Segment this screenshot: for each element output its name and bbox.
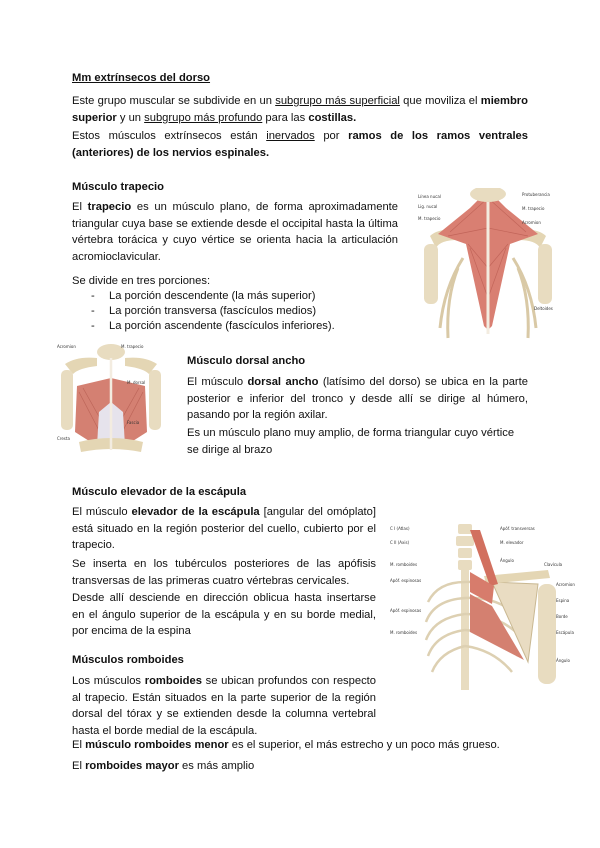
intro-p1-profundo: subgrupo más profundo bbox=[144, 111, 263, 124]
svg-text:M. trapecio: M. trapecio bbox=[522, 206, 545, 211]
romboides-p2-b: músculo romboides menor bbox=[85, 739, 229, 751]
intro-paragraph-1 bbox=[72, 93, 528, 126]
trapecio-p1-c: es un músculo plano, de forma aproximadamente triangular cuya base se extiende desde el occipital hasta la última vértebra torácica y cuyo vértice se orienta hacia la articulación acromioclavicular. bbox=[72, 201, 398, 263]
romboides-title: Músculos romboides bbox=[72, 654, 184, 666]
list-item: - La porción ascendente (fascículos inferiores). bbox=[91, 319, 391, 334]
intro-p2-ramos: ramos de los ramos ventrales (anteriores) de los nervios espinales. bbox=[72, 130, 528, 159]
intro-p1-e: y un bbox=[116, 111, 145, 124]
dorsal-paragraph-2: Es un músculo plano muy amplio, de forma triangular cuyo vértice se dirige al brazo bbox=[187, 427, 515, 456]
intro-p1-g: para las bbox=[262, 111, 309, 124]
romboides-paragraph-1 bbox=[72, 673, 376, 739]
svg-text:M. trapecio: M. trapecio bbox=[121, 344, 144, 349]
elevador-paragraph-3: Desde allí desciende en dirección oblicua hasta insertarse en el ángulo superior de la escápula y en su borde medial, por encima de la espina bbox=[72, 592, 376, 637]
elevador-paragraph-2: Se inserta en los tubérculos posteriores de las apófisis transversas de las primeras cuatro vértebras cervicales. bbox=[72, 558, 376, 587]
intro-paragraph-2 bbox=[72, 128, 528, 161]
list-item: - La porción transversa (fascículos medios) bbox=[91, 304, 391, 319]
section-title: Mm extrínsecos del dorso bbox=[72, 72, 211, 84]
elevador-p1-b: elevador de la escápula bbox=[131, 506, 260, 518]
elevador-p1-a: El músculo bbox=[72, 506, 132, 518]
svg-text:Fascia: Fascia bbox=[127, 420, 140, 425]
svg-text:Espina: Espina bbox=[556, 598, 570, 603]
intro-p2-inervados: inervados bbox=[266, 130, 315, 142]
trapecio-anatomy-figure bbox=[418, 188, 558, 340]
svg-text:C II (Axis): C II (Axis) bbox=[390, 540, 410, 545]
svg-text:Acromion: Acromion bbox=[522, 220, 541, 225]
dorsal-ancho-anatomy-figure bbox=[55, 342, 167, 454]
dorsal-p1-a: El músculo bbox=[187, 376, 248, 388]
svg-text:M. elevador: M. elevador bbox=[500, 540, 524, 545]
svg-text:Escápula: Escápula bbox=[556, 630, 574, 635]
elevador-romboides-anatomy-figure bbox=[388, 522, 578, 692]
svg-text:Deltoides: Deltoides bbox=[534, 306, 553, 311]
intro-p2-a: Estos músculos extrínsecos están bbox=[72, 130, 267, 142]
romboides-p1-c: se ubican profundos con respecto al trapecio. Están situados en la parte superior de la región dorsal del tórax y se extienden desde la columna vertebral hasta el borde medial de la escápula. bbox=[72, 675, 377, 737]
svg-text:Protuberancia: Protuberancia bbox=[522, 192, 550, 197]
svg-text:M. romboides: M. romboides bbox=[390, 562, 418, 567]
svg-text:Ángulo: Ángulo bbox=[556, 658, 570, 663]
romboides-p1-b: romboides bbox=[144, 675, 202, 687]
svg-text:M. romboides: M. romboides bbox=[390, 630, 418, 635]
elevador-paragraph-1 bbox=[72, 504, 376, 554]
svg-text:Acromion: Acromion bbox=[556, 582, 575, 587]
romboides-p3-a: El bbox=[72, 760, 86, 772]
romboides-p2-c: es el superior, el más estrecho y un poco más grueso. bbox=[228, 739, 500, 751]
svg-text:Acromion: Acromion bbox=[57, 344, 76, 349]
dorsal-p1-b: dorsal ancho bbox=[247, 376, 319, 388]
svg-text:Ángulo: Ángulo bbox=[500, 558, 514, 563]
svg-text:Borde: Borde bbox=[556, 614, 568, 619]
svg-text:Clavícula: Clavícula bbox=[544, 562, 563, 567]
intro-p1-miembro-superior: miembro superior bbox=[72, 95, 528, 124]
svg-text:C I (Atlas): C I (Atlas) bbox=[390, 526, 410, 531]
romboides-p2-a: El bbox=[72, 739, 86, 751]
trapecio-paragraph bbox=[72, 199, 398, 265]
svg-text:Apóf. espinosas: Apóf. espinosas bbox=[390, 578, 422, 583]
dorsal-title: Músculo dorsal ancho bbox=[187, 355, 306, 367]
trapecio-p1-b: trapecio bbox=[87, 201, 132, 213]
svg-text:Apóf. transversas: Apóf. transversas bbox=[500, 526, 535, 531]
dorsal-p1-c: (latísimo del dorso) se ubica en la parte posterior e inferior del tronco y desde allí se dirige al húmero, pasando por la región axilar. bbox=[187, 376, 528, 421]
intro-p1-superficial: subgrupo más superficial bbox=[275, 95, 400, 107]
dorsal-paragraph-1 bbox=[187, 374, 528, 424]
intro-p2-c: por bbox=[314, 130, 349, 142]
svg-text:M. trapecio: M. trapecio bbox=[418, 216, 441, 221]
svg-text:Lig. nucal: Lig. nucal bbox=[418, 204, 438, 209]
romboides-paragraph-3 bbox=[72, 758, 528, 775]
romboides-p3-c: es más amplio bbox=[178, 760, 255, 772]
romboides-p3-b: romboides mayor bbox=[85, 760, 179, 772]
intro-p1-c: que moviliza el bbox=[399, 95, 481, 107]
intro-p1-costillas: costillas. bbox=[308, 111, 357, 124]
intro-p1-a: Este grupo muscular se subdivide en un bbox=[72, 95, 276, 107]
trapecio-title: Músculo trapecio bbox=[72, 181, 165, 193]
svg-text:Apóf. espinosas: Apóf. espinosas bbox=[390, 608, 422, 613]
trapecio-p1-a: El bbox=[72, 201, 88, 213]
svg-text:M. dorsal: M. dorsal bbox=[127, 380, 146, 385]
romboides-paragraph-2 bbox=[72, 737, 528, 754]
list-item: - La porción descendente (la más superior) bbox=[91, 289, 391, 304]
trapecio-portions-list bbox=[91, 289, 391, 334]
svg-text:Cresta: Cresta bbox=[57, 436, 70, 441]
romboides-p1-a: Los músculos bbox=[72, 675, 145, 687]
svg-text:Línea nucal: Línea nucal bbox=[418, 194, 441, 199]
elevador-p1-c: [angular del omóplato] está situado en la región posterior del cuello, cubierto por el trapecio. bbox=[72, 506, 376, 551]
elevador-title: Músculo elevador de la escápula bbox=[72, 486, 247, 498]
trapecio-divisions-intro: Se divide en tres porciones: bbox=[72, 275, 211, 287]
